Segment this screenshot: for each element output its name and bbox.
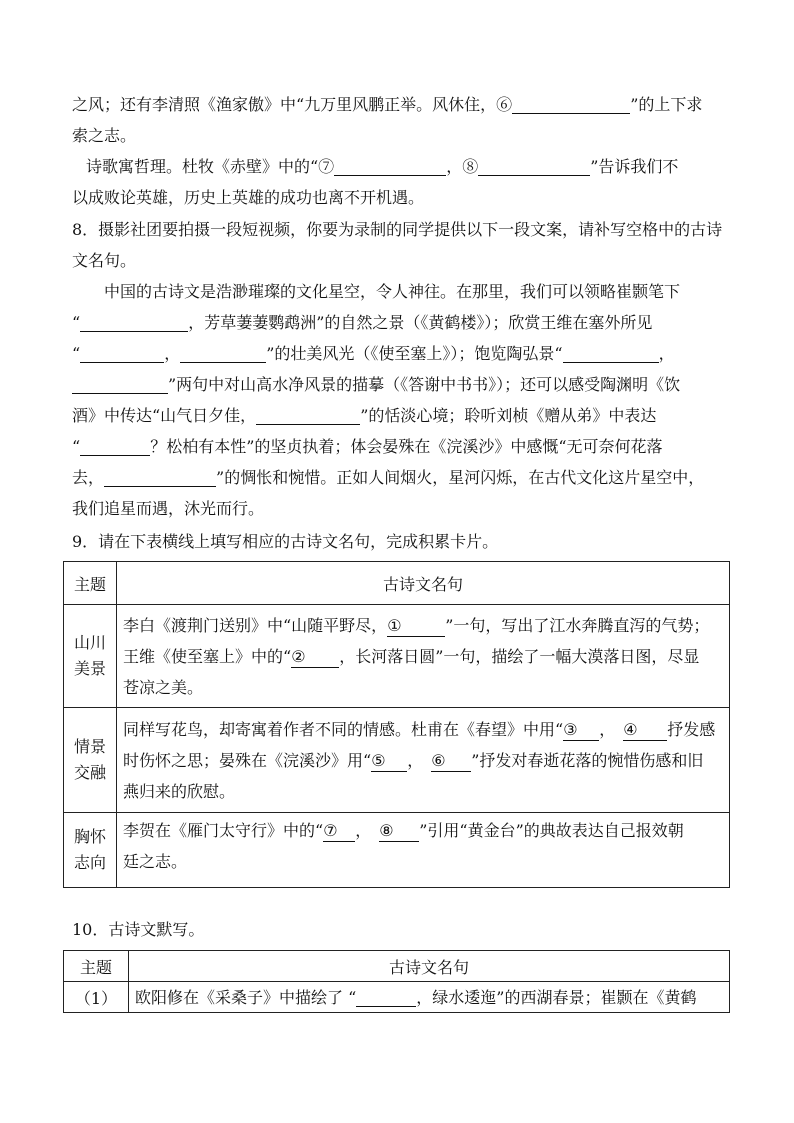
- q8-blank-1[interactable]: [80, 311, 188, 332]
- col-header-theme: 主题: [64, 951, 129, 982]
- theme-text: 胸怀: [73, 827, 106, 846]
- q7-line-3: [72, 151, 722, 182]
- content-text: ，绿水逶迤”的西湖春景；崔颢在《黄鹤: [416, 987, 697, 1007]
- q7-text: ”的上下求: [630, 95, 703, 114]
- q8-text-line: [72, 369, 722, 400]
- q8-text: ”的壮美风光（《使至塞上》）；饱览陶弘景“: [266, 344, 563, 363]
- card-blank-7[interactable]: ⑦: [323, 821, 355, 842]
- q10-blank-1[interactable]: [356, 986, 416, 1007]
- q8-text: 去，: [72, 468, 105, 487]
- accumulation-card-table: [63, 561, 730, 888]
- table-row: [64, 813, 730, 888]
- q8-prompt-line-1: 8．摄影社团要拍摄一段短视频，你要为录制的同学提供以下一段文案，请补写空格中的古诗: [72, 220, 723, 239]
- q8-text-line: [72, 431, 722, 462]
- comma: ，: [658, 344, 675, 363]
- q8-blank-8[interactable]: [104, 466, 216, 487]
- content-line: 苍凉之美。: [123, 677, 204, 697]
- content-text: ”引用“黄金台”的典故表达自己报效朝: [419, 821, 684, 840]
- row-number: （1）: [64, 982, 129, 1013]
- q8-blank-6[interactable]: [256, 404, 360, 425]
- content-text: 抒发感: [667, 719, 716, 739]
- content-cell: [117, 813, 730, 888]
- card-blank-8[interactable]: ⑧: [379, 821, 419, 842]
- table-row: [64, 605, 730, 708]
- q8-text-line: 中国的古诗文是浩渺璀璨的文化星空，令人神往。在那里，我们可以领略崔颢笔下: [104, 282, 681, 301]
- q8-text: 酒》中传达“山气日夕佳，: [72, 406, 257, 425]
- q7-text: 诗歌寓哲理。杜牧《赤壁》中的“⑦: [86, 157, 335, 176]
- question-8: [72, 214, 722, 524]
- col-header-content: 古诗文名句: [129, 951, 730, 982]
- content-text: ”一句，写出了江水奔腾直泻的气势；: [445, 615, 710, 635]
- card-blank-3[interactable]: ③: [563, 720, 599, 741]
- q7-line-2: 索之志。: [72, 126, 137, 145]
- comma: ，: [164, 344, 181, 363]
- content-text: 时伤怀之思；晏殊在《浣溪沙》用“: [123, 750, 372, 770]
- q8-blank-7[interactable]: [80, 435, 150, 456]
- quote-mark: “: [72, 437, 81, 456]
- q8-blank-5[interactable]: [72, 373, 168, 394]
- q8-text: ”的恬淡心境；聆听刘桢《赠从弟》中表达: [360, 406, 657, 425]
- table-row: [64, 708, 730, 813]
- card-blank-5[interactable]: ⑤: [371, 751, 407, 772]
- content-line: [123, 610, 723, 641]
- content-cell: [117, 605, 730, 708]
- content-text: ”抒发对春逝花落的惋惜伤感和旧: [471, 750, 704, 770]
- theme-cell: [64, 605, 117, 708]
- col-header-content: 古诗文名句: [117, 562, 730, 605]
- content-line: [123, 641, 723, 672]
- card-blank-6[interactable]: ⑥: [431, 751, 471, 772]
- content-text: 王维《使至塞上》中的“: [123, 646, 292, 666]
- q8-text-line: [72, 400, 722, 431]
- q8-prompt-line-2: 文名句。: [72, 251, 137, 270]
- content-text: 李白《渡荆门送别》中“山随平野尽，: [123, 615, 388, 635]
- quote-mark: “: [72, 313, 81, 332]
- content-line: 廷之志。: [123, 852, 188, 871]
- q8-blank-4[interactable]: [563, 342, 659, 363]
- card-blank-2[interactable]: ②: [291, 647, 339, 668]
- question-9-title: [72, 526, 722, 557]
- content-text: 李贺在《雁门太守行》中的“: [123, 821, 324, 840]
- content-line: [123, 815, 723, 846]
- theme-text: 美景: [73, 659, 106, 678]
- q8-text: ”的惆怅和惋惜。正如人间烟火，星河闪烁，在古代文化这片星空中，: [216, 468, 705, 487]
- theme-cell: [64, 813, 117, 888]
- q8-text-line: 我们追星而遇，沐光而行。: [72, 499, 265, 518]
- content-line: [135, 983, 723, 1012]
- q7-line-1: [72, 89, 722, 120]
- q8-text: ？松柏有本性”的坚贞执着；体会晏殊在《浣溪沙》中感慨“无可奈何花落: [150, 437, 663, 456]
- card-blank-1[interactable]: ①: [387, 616, 445, 637]
- q8-text-line: [72, 338, 722, 369]
- theme-text: 情景: [73, 737, 106, 756]
- q7-text: 之风；还有李清照《渔家傲》中“九万里风鹏正举。风休住，⑥: [72, 95, 513, 114]
- content-line: 燕归来的欣慰。: [123, 781, 236, 801]
- q8-text: ”两句中对山高水净风景的描摹（《答谢中书书》）；还可以感受陶渊明《饮: [168, 375, 681, 394]
- card-blank-4[interactable]: ④: [623, 720, 667, 741]
- q10-table: [63, 950, 730, 1013]
- content-cell: [117, 708, 730, 813]
- table-row: [64, 982, 730, 1013]
- q7-text: ”告诉我们不: [590, 157, 679, 176]
- content-text: ，长河落日圆”一句，描绘了一幅大漠落日图，尽显: [339, 646, 700, 666]
- theme-text: 交融: [73, 763, 106, 782]
- answer-blank-7[interactable]: [334, 155, 446, 176]
- content-text: 欧阳修在《采桑子》中描绘了 “: [135, 987, 357, 1007]
- q9-prompt: 9．请在下表横线上填写相应的古诗文名句，完成积累卡片。: [72, 532, 499, 551]
- q7-text: ，⑧: [446, 157, 479, 176]
- answer-blank-6[interactable]: [512, 93, 630, 114]
- theme-cell: [64, 708, 117, 813]
- comma: ，: [599, 719, 616, 739]
- col-header-theme: 主题: [64, 562, 117, 605]
- q7-continuation: [72, 89, 722, 213]
- content-cell: [129, 982, 730, 1013]
- theme-text: 志向: [73, 853, 106, 872]
- quote-mark: “: [72, 344, 81, 363]
- comma: ，: [355, 821, 372, 840]
- content-line: [123, 745, 723, 776]
- question-10-title: [72, 914, 722, 945]
- content-line: [123, 714, 723, 745]
- q10-prompt: 10．古诗文默写。: [72, 920, 205, 939]
- q8-text-line: [72, 307, 722, 338]
- comma: ，: [407, 750, 424, 770]
- answer-blank-8[interactable]: [478, 155, 590, 176]
- q8-text: ，芳草萋萋鹦鹉洲”的自然之景（《黄鹤楼》）；欣赏王维在塞外所见: [188, 313, 653, 332]
- q8-blank-2[interactable]: [80, 342, 164, 363]
- theme-text: 山川: [73, 633, 106, 652]
- q8-blank-3[interactable]: [180, 342, 266, 363]
- q8-text-line: [72, 462, 722, 493]
- q7-line-4: 以成败论英雄，历史上英雄的成功也离不开机遇。: [72, 188, 425, 207]
- content-text: 同样写花鸟，却寄寓着作者不同的情感。杜甫在《春望》中用“: [123, 719, 564, 739]
